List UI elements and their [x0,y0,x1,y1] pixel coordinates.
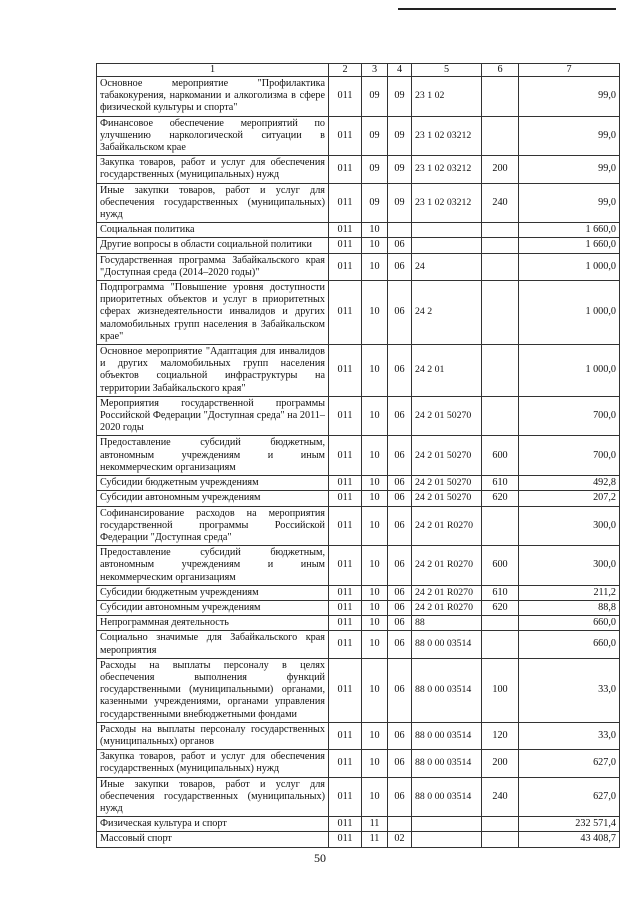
expense-name-cell: Финансовое обеспечение мероприятий по улучшению наркологической ситуации в Забайкальском крае [97,116,329,156]
expense-name-cell: Социально значимые для Забайкальского края мероприятия [97,631,329,658]
column-header: 6 [482,64,519,77]
amount-cell: 211,2 [519,585,620,600]
department-code-cell: 011 [329,476,362,491]
expense-type-cell: 620 [482,491,519,506]
expense-type-cell [482,281,519,345]
expense-type-cell: 610 [482,585,519,600]
target-article-cell: 24 2 01 50270 [412,491,482,506]
expense-name-cell: Предоставление субсидий бюджетным, автономным учреждениям и иным некоммерческим организациям [97,546,329,586]
table-row [97,600,620,615]
expense-name-cell: Мероприятия государственной программы Российской Федерации "Доступная среда" на 2011–2020 годы [97,396,329,436]
target-article-cell: 24 [412,253,482,280]
subsection-code-cell: 06 [388,253,412,280]
amount-cell: 99,0 [519,116,620,156]
section-code-cell: 10 [362,491,388,506]
expense-type-cell [482,116,519,156]
section-code-cell: 10 [362,722,388,749]
amount-cell: 1 000,0 [519,253,620,280]
expense-name-cell: Иные закупки товаров, работ и услуг для обеспечения государственных (муниципальных) нужд [97,183,329,223]
amount-cell: 660,0 [519,616,620,631]
section-code-cell: 10 [362,396,388,436]
target-article-cell: 23 1 02 03212 [412,156,482,183]
amount-cell: 300,0 [519,546,620,586]
department-code-cell: 011 [329,817,362,832]
department-code-cell: 011 [329,223,362,238]
expense-name-cell: Государственная программа Забайкальского края "Доступная среда (2014–2020 годы)" [97,253,329,280]
section-code-cell: 10 [362,750,388,777]
section-code-cell: 09 [362,77,388,117]
section-code-cell: 09 [362,156,388,183]
department-code-cell: 011 [329,238,362,253]
table-row [97,817,620,832]
section-code-cell: 10 [362,436,388,476]
table-row [97,585,620,600]
department-code-cell: 011 [329,777,362,817]
expense-name-cell: Социальная политика [97,223,329,238]
expense-name-cell: Закупка товаров, работ и услуг для обеспечения государственных (муниципальных) нужд [97,750,329,777]
expense-type-cell [482,817,519,832]
department-code-cell: 011 [329,156,362,183]
target-article-cell: 24 2 01 50270 [412,396,482,436]
column-header: 2 [329,64,362,77]
section-code-cell: 09 [362,183,388,223]
subsection-code-cell [388,817,412,832]
subsection-code-cell: 06 [388,722,412,749]
table-row [97,832,620,847]
department-code-cell: 011 [329,116,362,156]
table-header-row [97,64,620,77]
subsection-code-cell: 06 [388,777,412,817]
expense-type-cell: 610 [482,476,519,491]
table-row [97,156,620,183]
table-row [97,396,620,436]
expense-type-cell: 200 [482,750,519,777]
amount-cell: 1 660,0 [519,238,620,253]
expense-name-cell: Субсидии бюджетным учреждениям [97,476,329,491]
subsection-code-cell: 02 [388,832,412,847]
expense-name-cell: Софинансирование расходов на мероприятия государственной программы Российской Федерации "Доступная среда" [97,506,329,546]
table-row [97,750,620,777]
expense-type-cell [482,396,519,436]
department-code-cell: 011 [329,345,362,397]
expense-name-cell: Предоставление субсидий бюджетным, автономным учреждениям и иным некоммерческим организациям [97,436,329,476]
expense-type-cell [482,223,519,238]
expense-name-cell: Непрограммная деятельность [97,616,329,631]
target-article-cell [412,223,482,238]
subsection-code-cell: 06 [388,750,412,777]
expense-name-cell: Иные закупки товаров, работ и услуг для обеспечения государственных (муниципальных) нужд [97,777,329,817]
target-article-cell [412,238,482,253]
amount-cell: 99,0 [519,183,620,223]
table-row [97,281,620,345]
table-row [97,491,620,506]
subsection-code-cell: 09 [388,77,412,117]
expense-type-cell [482,345,519,397]
expense-name-cell: Расходы на выплаты персоналу государственных (муниципальных) органов [97,722,329,749]
table-row [97,436,620,476]
expense-type-cell: 600 [482,546,519,586]
department-code-cell: 011 [329,436,362,476]
expense-name-cell: Субсидии бюджетным учреждениям [97,585,329,600]
section-code-cell: 10 [362,616,388,631]
subsection-code-cell: 06 [388,616,412,631]
expense-name-cell: Другие вопросы в области социальной политики [97,238,329,253]
subsection-code-cell: 09 [388,116,412,156]
expense-name-cell: Физическая культура и спорт [97,817,329,832]
table-row [97,476,620,491]
subsection-code-cell: 06 [388,281,412,345]
expense-type-cell: 620 [482,600,519,615]
subsection-code-cell: 06 [388,476,412,491]
target-article-cell: 23 1 02 03212 [412,183,482,223]
target-article-cell: 88 0 00 03514 [412,750,482,777]
target-article-cell [412,817,482,832]
target-article-cell: 24 2 01 50270 [412,436,482,476]
table-row [97,777,620,817]
subsection-code-cell [388,223,412,238]
department-code-cell: 011 [329,722,362,749]
page-number: 50 [314,851,326,865]
expense-type-cell: 240 [482,183,519,223]
expense-type-cell [482,253,519,280]
amount-cell: 700,0 [519,396,620,436]
amount-cell: 33,0 [519,722,620,749]
section-code-cell: 10 [362,506,388,546]
expense-type-cell [482,506,519,546]
amount-cell: 627,0 [519,750,620,777]
department-code-cell: 011 [329,631,362,658]
table-row [97,546,620,586]
table-row [97,183,620,223]
column-header: 3 [362,64,388,77]
section-code-cell: 10 [362,631,388,658]
amount-cell: 232 571,4 [519,817,620,832]
subsection-code-cell: 06 [388,491,412,506]
table-row [97,345,620,397]
department-code-cell: 011 [329,183,362,223]
amount-cell: 300,0 [519,506,620,546]
amount-cell: 99,0 [519,77,620,117]
table-row [97,223,620,238]
section-code-cell: 10 [362,546,388,586]
target-article-cell: 88 0 00 03514 [412,631,482,658]
section-code-cell: 10 [362,777,388,817]
section-code-cell: 10 [362,476,388,491]
section-code-cell: 09 [362,116,388,156]
amount-cell: 43 408,7 [519,832,620,847]
target-article-cell: 24 2 [412,281,482,345]
department-code-cell: 011 [329,658,362,722]
amount-cell: 627,0 [519,777,620,817]
section-code-cell: 10 [362,585,388,600]
target-article-cell: 24 2 01 R0270 [412,506,482,546]
target-article-cell: 24 2 01 R0270 [412,600,482,615]
section-code-cell: 10 [362,253,388,280]
department-code-cell: 011 [329,491,362,506]
table-row [97,616,620,631]
department-code-cell: 011 [329,77,362,117]
amount-cell: 660,0 [519,631,620,658]
expense-type-cell [482,238,519,253]
subsection-code-cell: 06 [388,396,412,436]
table-row [97,506,620,546]
section-code-cell: 10 [362,600,388,615]
subsection-code-cell: 06 [388,600,412,615]
amount-cell: 1 000,0 [519,345,620,397]
column-header: 7 [519,64,620,77]
expense-type-cell [482,631,519,658]
section-code-cell: 10 [362,223,388,238]
subsection-code-cell: 06 [388,436,412,476]
section-code-cell: 10 [362,345,388,397]
target-article-cell: 23 1 02 03212 [412,116,482,156]
expense-type-cell: 200 [482,156,519,183]
expense-name-cell: Субсидии автономным учреждениям [97,491,329,506]
subsection-code-cell: 06 [388,546,412,586]
amount-cell: 700,0 [519,436,620,476]
expense-type-cell [482,832,519,847]
target-article-cell: 24 2 01 50270 [412,476,482,491]
expense-name-cell: Подпрограмма "Повышение уровня доступности приоритетных объектов и услуг в приоритетных сферах жизнедеятельности инвалидов и других маломобильных групп населения в Забайкальском крае" [97,281,329,345]
department-code-cell: 011 [329,600,362,615]
header-rule [398,8,616,10]
department-code-cell: 011 [329,832,362,847]
expense-name-cell: Закупка товаров, работ и услуг для обеспечения государственных (муниципальных) нужд [97,156,329,183]
subsection-code-cell: 06 [388,585,412,600]
section-code-cell: 11 [362,817,388,832]
target-article-cell: 24 2 01 R0270 [412,546,482,586]
expense-name-cell: Расходы на выплаты персоналу в целях обеспечения выполнения функций государственными (муниципальными) органами, казенными учреждениями, органами управления государственными внебюджетными фондами [97,658,329,722]
table-row [97,77,620,117]
column-header: 1 [97,64,329,77]
department-code-cell: 011 [329,281,362,345]
budget-table [96,63,620,848]
amount-cell: 99,0 [519,156,620,183]
department-code-cell: 011 [329,546,362,586]
expense-type-cell: 100 [482,658,519,722]
department-code-cell: 011 [329,506,362,546]
department-code-cell: 011 [329,750,362,777]
expense-name-cell: Субсидии автономным учреждениям [97,600,329,615]
amount-cell: 492,8 [519,476,620,491]
section-code-cell: 11 [362,832,388,847]
subsection-code-cell: 06 [388,658,412,722]
subsection-code-cell: 06 [388,238,412,253]
amount-cell: 1 660,0 [519,223,620,238]
subsection-code-cell: 06 [388,345,412,397]
table-row [97,116,620,156]
expense-type-cell: 240 [482,777,519,817]
target-article-cell: 23 1 02 [412,77,482,117]
expense-type-cell [482,616,519,631]
expense-type-cell [482,77,519,117]
subsection-code-cell: 09 [388,183,412,223]
department-code-cell: 011 [329,253,362,280]
expense-type-cell: 120 [482,722,519,749]
target-article-cell: 24 2 01 [412,345,482,397]
column-header: 4 [388,64,412,77]
target-article-cell: 88 0 00 03514 [412,658,482,722]
subsection-code-cell: 06 [388,631,412,658]
department-code-cell: 011 [329,585,362,600]
expense-name-cell: Основное мероприятие "Профилактика табакокурения, наркомании и алкоголизма в сфере физической культуры и спорта" [97,77,329,117]
amount-cell: 207,2 [519,491,620,506]
amount-cell: 1 000,0 [519,281,620,345]
expense-name-cell: Массовый спорт [97,832,329,847]
expense-name-cell: Основное мероприятие "Адаптация для инвалидов и других маломобильных групп населения объектов социальной инфраструктуры на территории Забайкальского края" [97,345,329,397]
table-row [97,238,620,253]
table-row [97,253,620,280]
department-code-cell: 011 [329,616,362,631]
column-header: 5 [412,64,482,77]
expense-type-cell: 600 [482,436,519,476]
department-code-cell: 011 [329,396,362,436]
target-article-cell: 88 0 00 03514 [412,722,482,749]
subsection-code-cell: 06 [388,506,412,546]
target-article-cell: 88 [412,616,482,631]
amount-cell: 88,8 [519,600,620,615]
target-article-cell: 88 0 00 03514 [412,777,482,817]
section-code-cell: 10 [362,281,388,345]
amount-cell: 33,0 [519,658,620,722]
table-row [97,722,620,749]
table-row [97,631,620,658]
target-article-cell [412,832,482,847]
section-code-cell: 10 [362,658,388,722]
table-row [97,658,620,722]
target-article-cell: 24 2 01 R0270 [412,585,482,600]
subsection-code-cell: 09 [388,156,412,183]
section-code-cell: 10 [362,238,388,253]
